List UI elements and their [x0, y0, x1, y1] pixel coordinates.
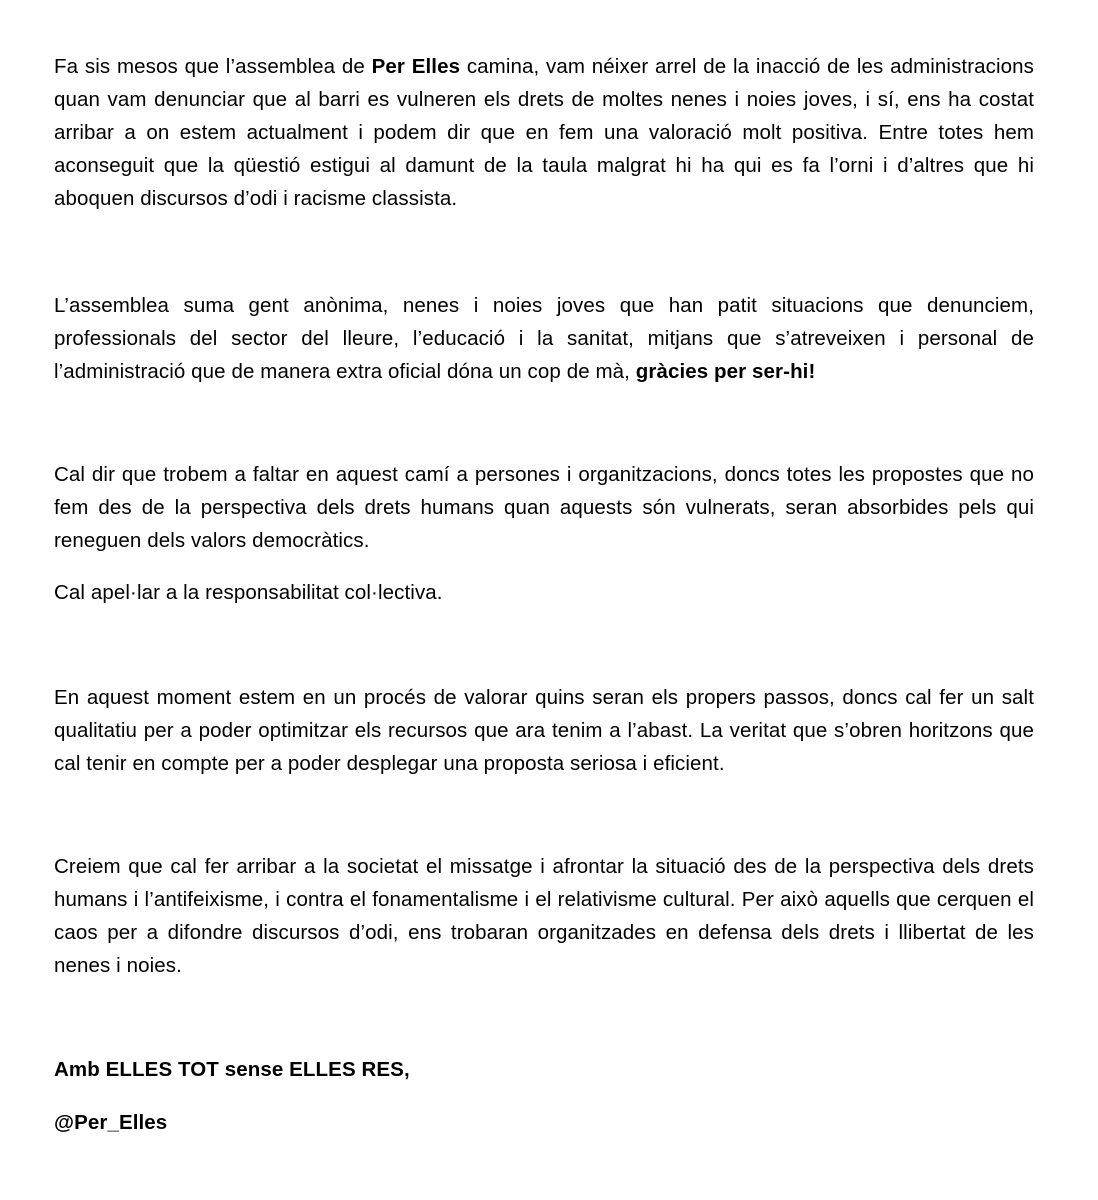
social-handle: @Per_Elles: [54, 1111, 168, 1134]
paragraph-next-steps: En aquest moment estem en un procés de valorar quins seran els propers passos, doncs cal fer un salt qualitatiu per a poder optimitzar els recursos que ara tenim a l’abast. La veritat que s’obren horitzons que cal tenir en compte per a poder desplegar una proposta seriosa i eficient.: [54, 686, 1034, 775]
intro-text-end: camina, vam néixer arrel de la inacció de les administracions quan vam denunciar que al barri es vulneren els drets de moltes nenes i noies joves, i sí, ens ha costat arribar a on estem actualment i podem dir que en fem una valoració molt positiva. Entre totes hem aconseguit que la qüestió estigui al damunt de la taula malgrat hi ha qui es fa l’orni i d’altres que hi aboquen discursos d’odi i racisme classista.: [54, 55, 1035, 210]
closing-slogan: Amb ELLES TOT sense ELLES RES,: [54, 1058, 410, 1081]
paragraph-members: [54, 289, 1034, 388]
intro-text-start: Fa sis mesos que l’assemblea de: [54, 55, 372, 78]
paragraph-missing-organizations: Cal dir que trobem a faltar en aquest camí a persones i organitzacions, doncs totes les propostes que no fem des de la perspectiva dels drets humans quan aquests són vulnerats, seran absorbides pels qui reneguen dels valors democràtics.: [54, 463, 1034, 552]
members-text: L’assemblea suma gent anònima, nenes i noies joves que han patit situacions que denunciem, professionals del sector del lleure, l’educació i la sanitat, mitjans que s’atreveixen i personal de l’administració que de manera extra oficial dóna un cop de mà,: [54, 294, 1034, 383]
assembly-name: Per Elles: [371, 55, 461, 78]
paragraph-society-message: Creiem que cal fer arribar a la societat el missatge i afrontar la situació des de la perspectiva dels drets humans i l’antifeixisme, i contra el fonamentalisme i el relativisme cultural. Per això aquells que cerquen el caos per a difondre discursos d’odi, ens trobaran organitzades en defensa dels drets i llibertat de les nenes i noies.: [54, 855, 1034, 977]
paragraph-collective-responsibility: Cal apel·lar a la responsabilitat col·lectiva.: [54, 581, 443, 604]
thanks-text: gràcies per ser-hi!: [635, 360, 816, 383]
paragraph-intro: [54, 50, 1034, 215]
